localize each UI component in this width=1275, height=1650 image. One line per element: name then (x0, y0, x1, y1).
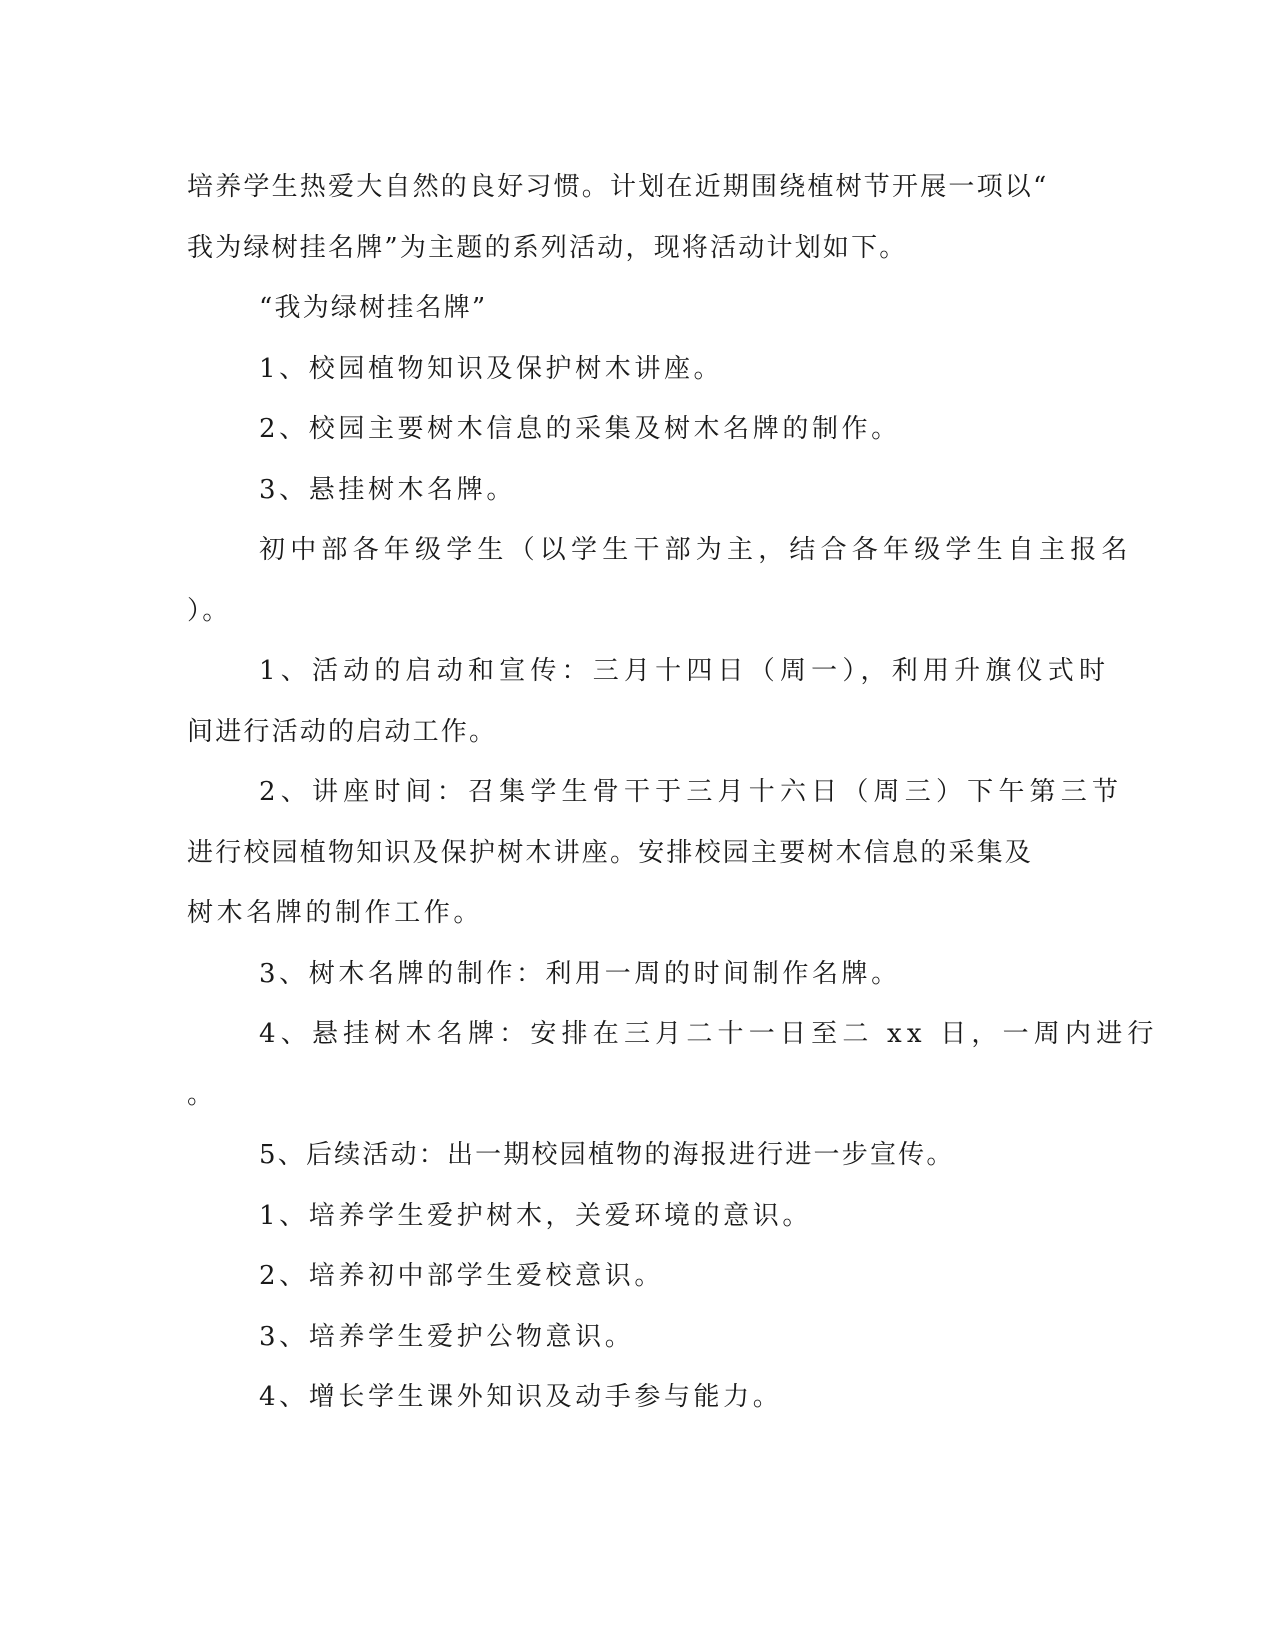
schedule-item-2: 2、讲座时间：召集学生骨干于三月十六日（周三）下午第三节 (259, 777, 1124, 807)
schedule-item-3: 3、树木名牌的制作：利用一周的时间制作名牌。 (259, 958, 901, 989)
schedule-item-5: 5、后续活动：出一期校园植物的海报进行进一步宣传。 (259, 1140, 955, 1170)
goal-item-2: 2、培养初中部学生爱校意识。 (259, 1261, 664, 1291)
schedule-item-2-cont-2: 树木名牌的制作工作。 (187, 898, 484, 928)
schedule-item-4: 4、悬挂树木名牌：安排在三月二十一日至二 xx 日，一周内进行 (259, 1019, 1159, 1049)
paragraph-line-2: 我为绿树挂名牌”为主题的系列活动，现将活动计划如下。 (187, 232, 908, 263)
schedule-item-2-cont-1: 进行校园植物知识及保护树木讲座。安排校园主要树木信息的采集及 (187, 837, 1034, 868)
content-item-3: 3、悬挂树木名牌。 (259, 474, 516, 505)
goal-item-3: 3、培养学生爱护公物意识。 (259, 1321, 635, 1352)
schedule-item-4-cont: 。 (187, 1079, 216, 1110)
content-item-1: 1、校园植物知识及保护树木讲座。 (259, 353, 724, 384)
activity-title-line: “我为绿树挂名牌” (259, 293, 488, 323)
goal-item-4: 4、增长学生课外知识及动手参与能力。 (259, 1382, 783, 1412)
document-body (187, 157, 1159, 1428)
paragraph-line-1: 培养学生热爱大自然的良好习惯。计划在近期围绕植树节开展一项以“ (187, 172, 1049, 202)
participants-line: 初中部各年级学生（以学生干部为主，结合各年级学生自主报名 (259, 535, 1133, 565)
goal-item-1: 1、培养学生爱护树木，关爱环境的意识。 (259, 1200, 812, 1231)
schedule-item-1: 1、活动的启动和宣传：三月十四日（周一），利用升旗仪式时 (259, 656, 1111, 686)
participants-line-end: ）。 (187, 595, 231, 626)
schedule-item-1-cont: 间进行活动的启动工作。 (187, 716, 498, 747)
content-item-2: 2、校园主要树木信息的采集及树木名牌的制作。 (259, 414, 901, 444)
